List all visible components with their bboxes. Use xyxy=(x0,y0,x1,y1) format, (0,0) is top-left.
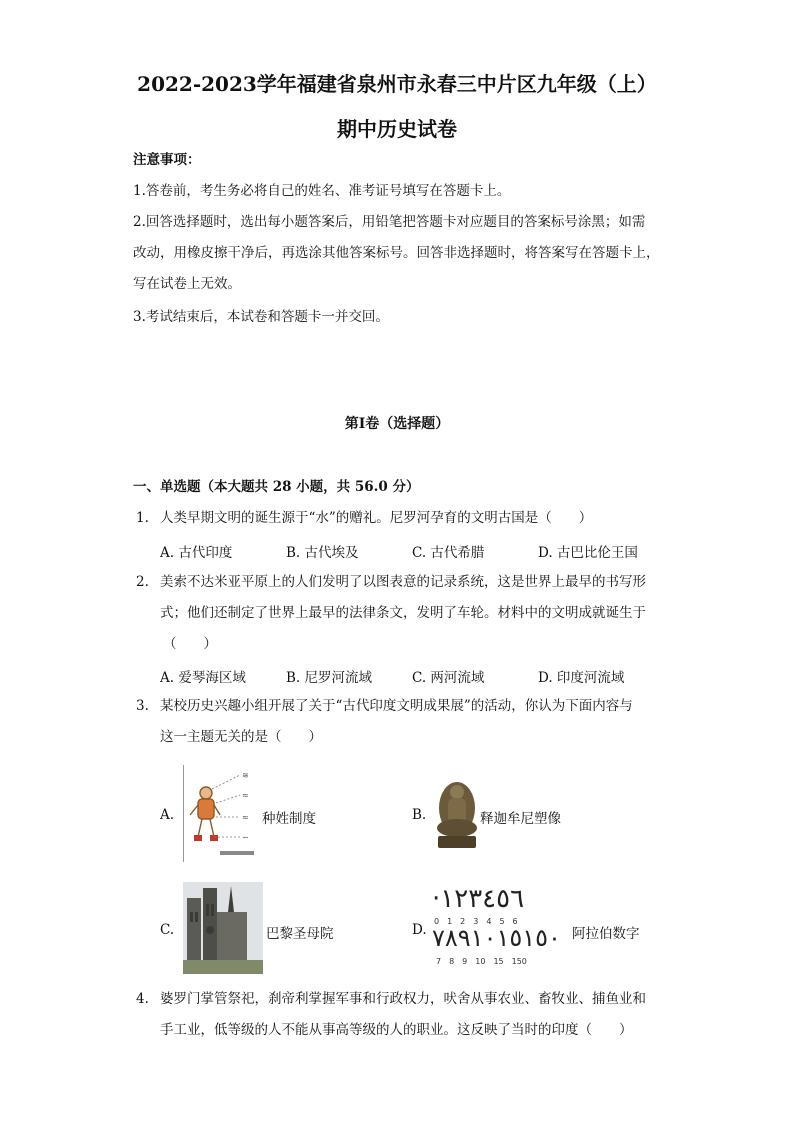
option-b: B. 古代埃及 xyxy=(286,545,359,561)
volume-title: 第Ⅰ卷（选择题） xyxy=(344,416,450,432)
svg-text:≋: ≋ xyxy=(242,771,249,780)
question-text: 婆罗门掌管祭祀，刹帝利掌握军事和行政权力，吠舍从事农业、畜牧业、捕鱼业和 xyxy=(160,991,646,1007)
question-text: 美索不达米亚平原上的人们发明了以图表意的记录系统，这是世界上最早的书写形 xyxy=(160,574,646,590)
option-letter: C. xyxy=(160,922,175,938)
question-number: 3. xyxy=(136,698,149,714)
question-number: 4. xyxy=(136,991,149,1007)
numerals-bottom-values: 7 8 9 10 15 150 xyxy=(436,957,527,966)
question-number: 2. xyxy=(136,574,149,590)
notice-heading: 注意事项： xyxy=(133,152,201,168)
option-b: B. 尼罗河流域 xyxy=(286,670,373,686)
question-text: 人类早期文明的诞生源于“水”的赠礼。尼罗河孕育的文明古国是（ ） xyxy=(160,510,593,526)
svg-text:≈: ≈ xyxy=(242,791,249,800)
question-number: 1. xyxy=(136,510,149,526)
notice-item: 2.回答选择题时，选出每小题答案后，用铅笔把答题卡对应题目的答案标号涂黑；如需 xyxy=(133,214,646,230)
svg-text:∽: ∽ xyxy=(242,833,249,842)
buddha-statue-image xyxy=(434,778,480,852)
option-d: D. 古巴比伦王国 xyxy=(538,545,638,561)
numerals-top-glyphs: ·١٢٣٤٥٦ xyxy=(432,884,525,914)
question-text: 手工业，低等级的人不能从事高等级的人的职业。这反映了当时的印度（ ） xyxy=(160,1022,633,1038)
option-a: A. 古代印度 xyxy=(160,545,233,561)
question-text: 这一主题无关的是（ ） xyxy=(160,729,322,745)
notice-item: 写在试卷上无效。 xyxy=(133,276,241,292)
numerals-top-values: 0 1 2 3 4 5 6 xyxy=(434,917,518,926)
option-letter: B. xyxy=(412,807,427,823)
part-title: 一、单选题（本大题共 28 小题，共 56.0 分） xyxy=(133,479,420,495)
option-caption: 阿拉伯数字 xyxy=(572,926,640,942)
notre-dame-image xyxy=(183,882,263,974)
notice-item: 改动，用橡皮擦干净后，再选涂其他答案标号。回答非选择题时，将答案写在答题卡上， xyxy=(133,245,660,261)
option-letter: D. xyxy=(412,922,427,938)
option-c: C. 古代希腊 xyxy=(412,545,485,561)
option-c: C. 两河流域 xyxy=(412,670,485,686)
notice-item: 3.考试结束后，本试卷和答题卡一并交回。 xyxy=(133,309,389,325)
option-caption: 释迦牟尼塑像 xyxy=(480,811,561,827)
notice-item: 1.答卷前，考生务必将自己的姓名、准考证号填写在答题卡上。 xyxy=(133,183,511,199)
option-caption: 种姓制度 xyxy=(262,811,316,827)
question-text: 式；他们还制定了世界上最早的法律条文，发明了车轮。材料中的文明成就诞生于 xyxy=(160,605,646,621)
page-title: 2022-2023学年福建省泉州市永春三中片区九年级（上） xyxy=(137,72,657,96)
page-subtitle: 期中历史试卷 xyxy=(337,117,457,141)
svg-text:≈: ≈ xyxy=(242,813,249,822)
option-d: D. 印度河流域 xyxy=(538,670,625,686)
caste-system-image xyxy=(183,765,259,862)
option-a: A. 爱琴海区域 xyxy=(160,670,246,686)
arabic-numerals-image xyxy=(430,884,570,968)
option-letter: A. xyxy=(160,807,175,823)
question-text: 某校历史兴趣小组开展了关于“古代印度文明成果展”的活动，你认为下面内容与 xyxy=(160,698,633,714)
option-caption: 巴黎圣母院 xyxy=(266,926,334,942)
numerals-bottom-glyphs: ٧٨٩١٠١٥١٥٠ xyxy=(432,924,561,952)
question-text: （ ） xyxy=(163,636,217,652)
